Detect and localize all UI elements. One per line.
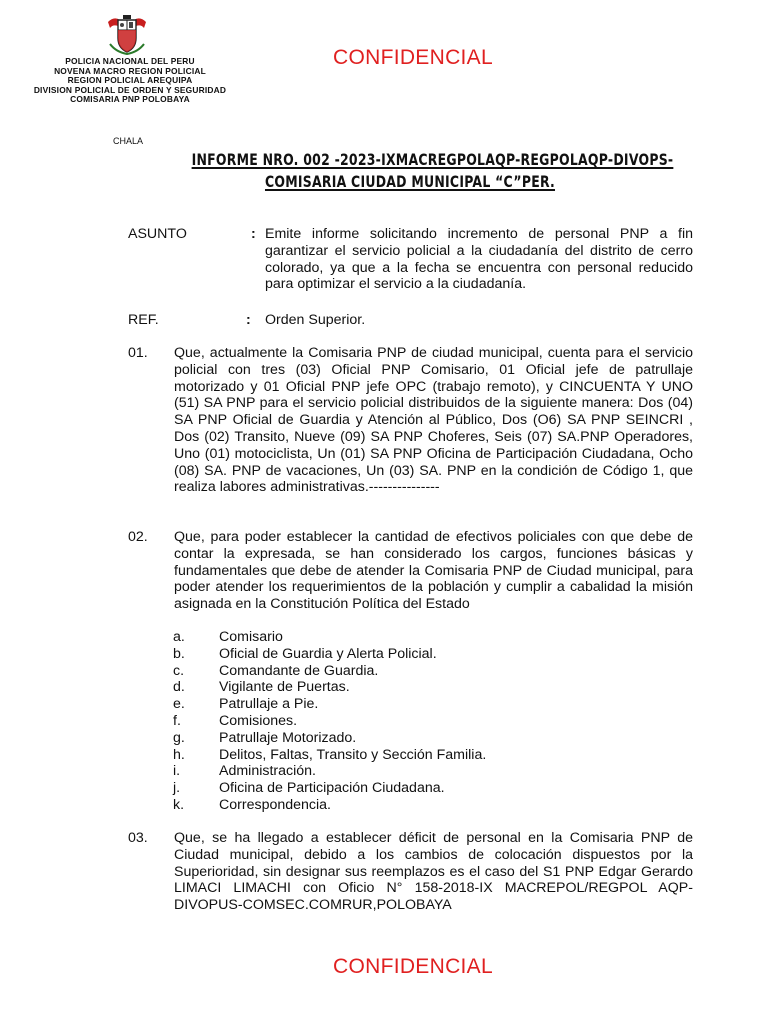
- list-item-letter: j.: [173, 780, 181, 796]
- org-line: NOVENA MACRO REGION POLICIAL: [54, 65, 206, 76]
- confidential-mark-bottom: CONFIDENCIAL: [333, 955, 493, 978]
- list-item-letter: f.: [173, 713, 181, 729]
- list-item-text: Comandante de Guardia.: [219, 663, 379, 679]
- list-item-letter: i.: [173, 763, 181, 779]
- paragraph-03-text: Que, se ha llegado a establecer déficit de personal en la Comisaria PNP de Ciudad municipal, debido a los cambios de colocación dispuestos por la Superioridad, sin designar sus reemplazos es el caso del S1 PNP Edgar Gerardo LIMACI LIMACHI con Oficio N° 158-2018-IX MACREPOL/REGPOL AQP-DIVOPUS-COMSEC.COMRUR,POLOBAYA: [174, 830, 693, 914]
- asunto-text: Emite informe solicitando incremento de personal PNP a fin garantizar el servicio policial a la ciudadanía del distrito de cerro colorado, ya que a la fecha se encuentra con personal reducido para optimizar el servicio a la ciudadanía.: [265, 226, 693, 293]
- list-item-text: Vigilante de Puertas.: [219, 679, 350, 695]
- place-label: CHALA: [113, 136, 144, 146]
- paragraph-number: 01.: [128, 345, 148, 361]
- ref-label: REF.: [128, 312, 159, 328]
- list-item-letter: k.: [173, 797, 185, 813]
- list-item-text: Comisario: [219, 629, 283, 645]
- list-item-letter: h.: [173, 747, 185, 763]
- org-line: COMISARIA PNP POLOBAYA: [70, 94, 190, 105]
- list-item-letter: e.: [173, 696, 185, 712]
- asunto-label: ASUNTO: [128, 226, 187, 242]
- list-item-text: Correspondencia.: [219, 797, 331, 813]
- list-item-text: Delitos, Faltas, Transito y Sección Familia.: [219, 747, 487, 763]
- paragraph-02-text: Que, para poder establecer la cantidad de efectivos policiales con que debe de contar la expresada, se han considerado los cargos, funciones básicas y fundamentales que debe de atender la Comisaria PNP de Ciudad municipal, para poder atender los requerimientos de la población y cumplir a cabalidad la misión asignada en la Constitución Política del Estado: [174, 529, 693, 613]
- list-item-text: Patrullaje a Pie.: [219, 696, 319, 712]
- list-item-text: Oficina de Participación Ciudadana.: [219, 780, 445, 796]
- org-line: REGION POLICIAL AREQUIPA: [67, 75, 193, 86]
- report-title-line-1: INFORME NRO. 002 -2023-IXMACREGPOLAQP-REGPOLAQP-DIVOPS-: [191, 150, 674, 169]
- ref-text: Orden Superior.: [265, 312, 366, 328]
- list-item-letter: b.: [173, 646, 185, 662]
- list-item-letter: a.: [173, 629, 185, 645]
- list-item-text: Patrullaje Motorizado.: [219, 730, 357, 746]
- list-item-text: Oficial de Guardia y Alerta Policial.: [219, 646, 437, 662]
- paragraph-number: 03.: [128, 830, 148, 846]
- list-item-letter: g.: [173, 730, 185, 746]
- list-item-text: Comisiones.: [219, 713, 298, 729]
- list-item-text: Administración.: [219, 763, 316, 779]
- org-line: POLICIA NACIONAL DEL PERU: [65, 56, 195, 66]
- org-line: DIVISION POLICIAL DE ORDEN Y SEGURIDAD: [33, 84, 227, 95]
- list-item-letter: c.: [173, 663, 185, 679]
- list-item-letter: d.: [173, 679, 185, 695]
- asunto-colon: :: [251, 226, 256, 242]
- ref-colon: :: [246, 312, 251, 328]
- paragraph-01-text: Que, actualmente la Comisaria PNP de ciudad municipal, cuenta para el servicio policial con tres (03) Oficial PNP Comisario, 01 Oficial jefe de patrullaje motorizado y 01 Oficial PNP jefe OPC (trabajo remoto), y CINCUENTA Y UNO (51) SA PNP para el servicio policial distribuidos de la siguiente manera: Dos (04) SA PNP Oficial de Guardia y Atención al Público, Dos (O6) SA PNP SEINCRI , Dos (02) Transito, Nueve (09) SA PNP Choferes, Seis (07) SA.PNP Operadores, Uno (01) motociclista, Un (01) SA PNP Oficina de Participación Ciudadana, Ocho (08) SA. PNP de vacaciones, Un (03) SA. PNP en la condición de Código 1, que realiza labores administrativas.---------------: [174, 345, 693, 496]
- confidential-mark-top: CONFIDENCIAL: [333, 46, 493, 69]
- coat-of-arms-icon: [104, 14, 150, 56]
- paragraph-number: 02.: [128, 529, 148, 545]
- organization-header: [20, 57, 240, 105]
- report-title-line-2: COMISARIA CIUDAD MUNICIPAL “C”PER.: [264, 172, 556, 191]
